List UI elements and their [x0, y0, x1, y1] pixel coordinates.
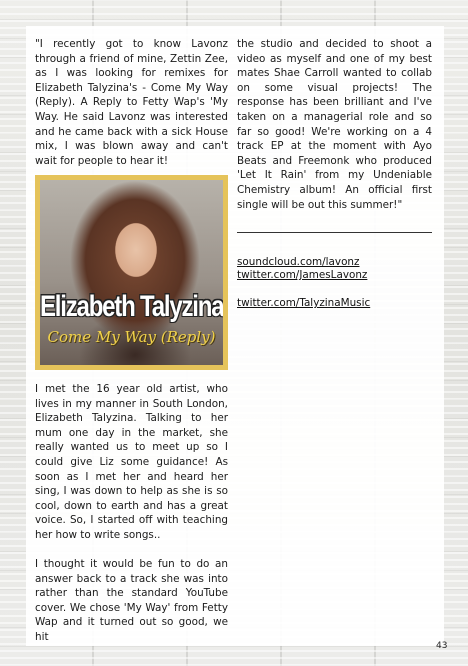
- page-number: 43: [436, 641, 448, 651]
- soundcloud-link[interactable]: soundcloud.com/lavonz: [237, 256, 360, 268]
- article-paragraph-answer: I thought it would be fun to do an answer back to a track she was into rather than the standard YouTube cover. We chose 'My Way' from Fetty Wap and it turned out so good, we hit: [35, 558, 228, 643]
- twitter-lavonz-link[interactable]: twitter.com/JamesLavonz: [237, 269, 368, 281]
- cover-track-title: Come My Way (Reply): [47, 328, 216, 346]
- cover-photo: [40, 180, 223, 365]
- article-paragraph-intro: "I recently got to know Lavonz through a friend of mine, Zettin Zee, as I was looking for remixes for Elizabeth Talyzina's - Come My Way (Reply). A Reply to Fetty Wap's 'My Way. He said Lavonz was interested and he came back with a sick House mix, I was blown away and can't wait for people to hear it!: [35, 38, 228, 167]
- article-paragraph-studio: the studio and decided to shoot a video as myself and one of my best mates Shae Carroll wanted to collab on some visual projects! The response has been brilliant and I've taken on a managerial role and so far so good! We're working on a 4 track EP at the moment with Ayo Beats and Freemonk who produced 'Let It Rain' from my Undeniable Chemistry album! An official first single will be out this summer!": [237, 38, 432, 211]
- cover-artist-name: Elizabeth Talyzina: [40, 289, 223, 324]
- section-divider: [237, 232, 432, 233]
- twitter-talyzina-link[interactable]: twitter.com/TalyzinaMusic: [237, 297, 371, 309]
- article-paragraph-meeting: I met the 16 year old artist, who lives in my manner in South London, Elizabeth Talyzina. Talking to her mum one day in the market, she really wanted us to meet up so I could give Liz some guidance! As soon as I met her and heard her sing, I was down to help as she is so cool, down to earth and has a great voice. So, I started off with teaching her how to write songs..: [35, 383, 228, 541]
- single-cover-image: [35, 175, 228, 370]
